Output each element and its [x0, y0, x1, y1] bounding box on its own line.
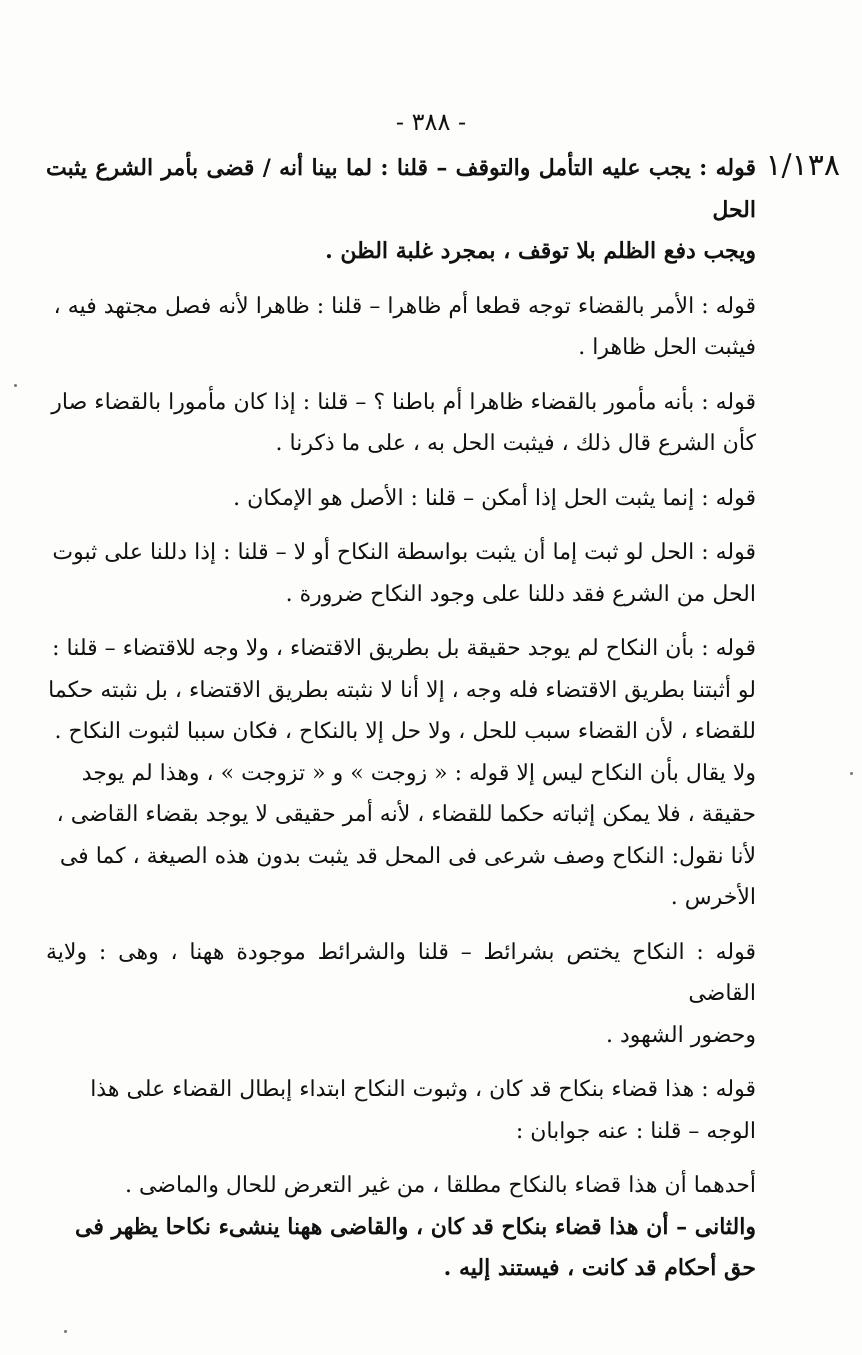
paragraph-1: [46, 148, 756, 273]
text-line: حقيقة ، فلا يمكن إثباته حكما للقضاء ، لأنه أمر حقيقى لا يوجد بقضاء القاضى ،: [56, 802, 756, 827]
text-line: قوله : يجب عليه التأمل والتوقف – قلنا : لما بينا أنه / قضى بأمر الشرع يثبت الحل: [46, 155, 756, 223]
text-line: قوله : الحل لو ثبت إما أن يثبت بواسطة النكاح أو لا – قلنا : إذا دللنا على ثبوت: [52, 540, 756, 565]
text-line: كأن الشرع قال ذلك ، فيثبت الحل به ، على ما ذكرنا .: [275, 431, 756, 456]
text-line: وحضور الشهود .: [605, 1022, 756, 1048]
text-line: ويجب دفع الظلم بلا توقف ، بمجرد غلبة الظن .: [325, 238, 756, 264]
scan-speck: [14, 384, 17, 387]
text-line: حق أحكام قد كانت ، فيستند إليه .: [443, 1255, 756, 1281]
paragraph-9: [46, 1165, 756, 1207]
page-number: - ٣٨٨ -: [395, 108, 467, 136]
paragraph-7: [46, 932, 756, 1057]
text-line: الأخرس .: [670, 885, 756, 910]
text-line: ولا يقال بأن النكاح ليس إلا قوله : « زوجت » و « تزوجت » ، وهذا لم يوجد: [81, 760, 756, 786]
text-line: لو أثبتنا بطريق الاقتضاء فله وجه ، إلا أنا لا نثبته بطريق الاقتضاء ، بل نثبته حكما: [48, 677, 756, 703]
text-line: قوله : بأن النكاح لم يوجد حقيقة بل بطريق الاقتضاء ، ولا وجه للاقتضاء – قلنا :: [52, 636, 756, 661]
paragraph-4: [46, 478, 756, 520]
text-line: قوله : هذا قضاء بنكاح قد كان ، وثبوت النكاح ابتداء إبطال القضاء على هذا: [90, 1077, 756, 1102]
text-line: لأنا نقول: النكاح وصف شرعى فى المحل قد يثبت بدون هذه الصيغة ، كما فى: [59, 843, 756, 869]
paragraph-5: [46, 532, 756, 615]
paragraph-6: [46, 628, 756, 919]
text-line: الحل من الشرع فقد دللنا على وجود النكاح ضرورة .: [285, 581, 756, 607]
text-line: والثانى – أن هذا قضاء بنكاح قد كان ، والقاضى ههنا ينشىء نكاحا يظهر فى: [75, 1213, 756, 1240]
margin-reference: ١/١٣٨: [765, 148, 840, 183]
text-line: للقضاء ، لأن القضاء سبب للحل ، ولا حل إلا بالنكاح ، فكان سببا لثبوت النكاح .: [54, 719, 756, 744]
paragraph-8: [46, 1069, 756, 1152]
text-line: قوله : الأمر بالقضاء توجه قطعا أم ظاهرا – قلنا : ظاهرا لأنه فصل مجتهد فيه ،: [53, 293, 756, 319]
text-line: قوله : إنما يثبت الحل إذا أمكن – قلنا : الأصل هو الإمكان .: [233, 485, 756, 511]
paragraph-3: [46, 382, 756, 465]
text-line: الوجه – قلنا : عنه جوابان :: [515, 1118, 756, 1144]
paragraph-10: [46, 1207, 756, 1290]
paragraph-2: [46, 286, 756, 369]
text-line: أحدهما أن هذا قضاء بالنكاح مطلقا ، من غير التعرض للحال والماضى .: [124, 1173, 756, 1198]
text-line: قوله : النكاح يختص بشرائط – قلنا والشرائط موجودة ههنا ، وهى : ولاية القاضى: [46, 939, 757, 1006]
scan-speck: [850, 772, 853, 775]
text-line: فيثبت الحل ظاهرا .: [578, 335, 756, 360]
text-line: قوله : بأنه مأمور بالقضاء ظاهرا أم باطنا ؟ – قلنا : إذا كان مأمورا بالقضاء صار: [51, 389, 756, 415]
scan-speck: [64, 1330, 67, 1333]
body-text: [46, 148, 756, 1290]
